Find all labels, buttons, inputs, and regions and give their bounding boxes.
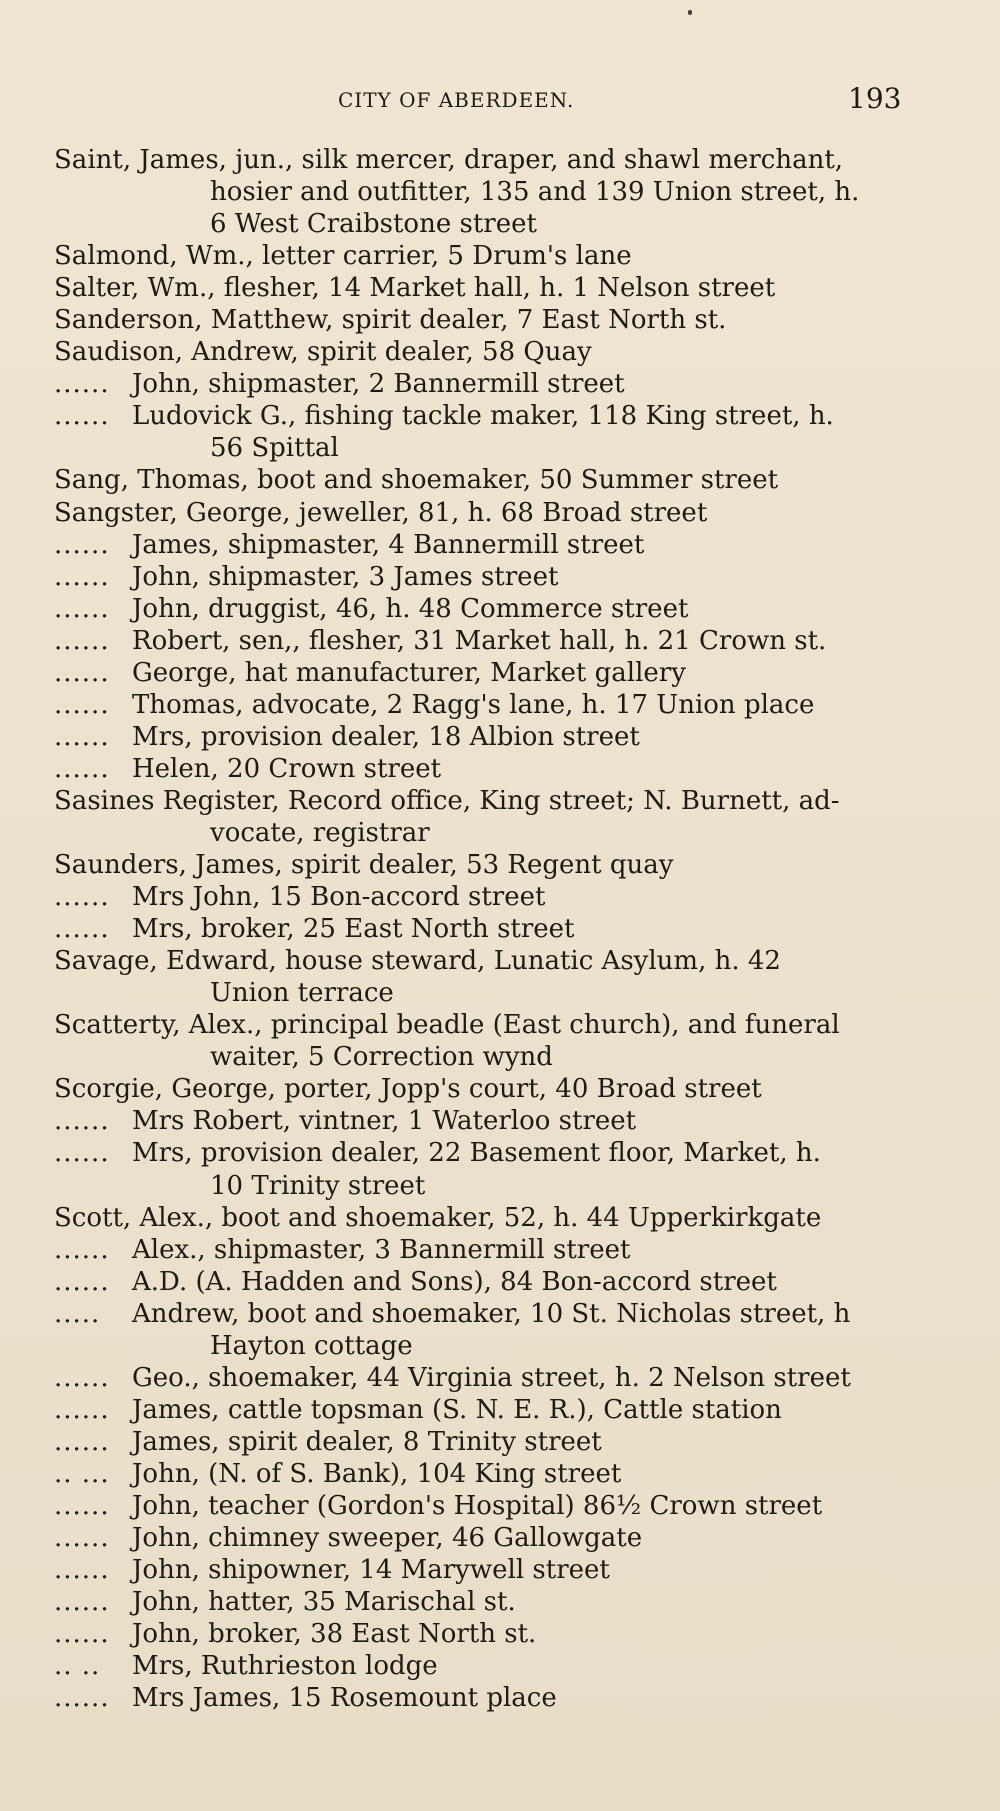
ditto-leader: ...... bbox=[54, 1138, 110, 1169]
entry-text: Scott, Alex., boot and shoemaker, 52, h. 44 Upperkirkgate bbox=[54, 1202, 822, 1233]
directory-entry bbox=[54, 336, 914, 368]
directory-sub-entry bbox=[54, 1522, 914, 1554]
ditto-leader: ...... bbox=[54, 593, 110, 624]
entry-continuation bbox=[54, 1170, 914, 1202]
ditto-leader: ...... bbox=[54, 625, 110, 656]
ditto-leader: .. .. bbox=[54, 1651, 101, 1682]
entry-text: James, spirit dealer, 8 Trinity street bbox=[132, 1426, 602, 1457]
entry-text: Mrs, broker, 25 East North street bbox=[132, 914, 575, 945]
ditto-leader: ...... bbox=[54, 753, 110, 784]
entry-text: waiter, 5 Correction wynd bbox=[210, 1042, 553, 1073]
running-title: CITY OF ABERDEEN. bbox=[338, 88, 575, 112]
ditto-leader: ...... bbox=[54, 914, 110, 945]
directory-sub-entry bbox=[54, 368, 914, 400]
entry-text: Salter, Wm., flesher, 14 Market hall, h. 1 Nelson street bbox=[54, 273, 776, 304]
entry-text: John, hatter, 35 Marischal st. bbox=[132, 1587, 516, 1618]
entry-text: Scorgie, George, porter, Jopp's court, 40 Broad street bbox=[54, 1074, 762, 1105]
entry-continuation bbox=[54, 208, 914, 240]
ditto-leader: ...... bbox=[54, 1234, 110, 1265]
ditto-leader: .. ... bbox=[54, 1458, 110, 1489]
entry-text: 56 Spittal bbox=[210, 433, 339, 464]
directory-sub-entry bbox=[54, 753, 914, 785]
entry-continuation bbox=[54, 1330, 914, 1362]
directory-sub-entry bbox=[54, 593, 914, 625]
entry-text: Hayton cottage bbox=[210, 1330, 413, 1361]
entry-text: Sasines Register, Record office, King street; N. Burnett, ad- bbox=[54, 785, 840, 816]
directory-sub-entry bbox=[54, 1266, 914, 1298]
entry-text: Mrs, Ruthrieston lodge bbox=[132, 1651, 438, 1682]
entry-text: John, shipmaster, 2 Bannermill street bbox=[132, 369, 625, 400]
ditto-leader: ...... bbox=[54, 1587, 110, 1618]
directory-sub-entry bbox=[54, 689, 914, 721]
entry-text: hosier and outfitter, 135 and 139 Union street, h. bbox=[210, 177, 860, 208]
entry-text: James, cattle topsman (S. N. E. R.), Cattle station bbox=[132, 1394, 782, 1425]
entry-continuation bbox=[54, 1041, 914, 1073]
entry-text: Sang, Thomas, boot and shoemaker, 50 Summer street bbox=[54, 465, 779, 496]
directory-sub-entry bbox=[54, 1426, 914, 1458]
ditto-leader: ...... bbox=[54, 689, 110, 720]
directory-entry bbox=[54, 1202, 914, 1234]
entry-text: Geo., shoemaker, 44 Virginia street, h. 2 Nelson street bbox=[132, 1362, 851, 1393]
directory-sub-entry bbox=[54, 1298, 914, 1330]
ditto-leader: ...... bbox=[54, 721, 110, 752]
ditto-leader: ...... bbox=[54, 1266, 110, 1297]
ditto-leader: ...... bbox=[54, 1362, 110, 1393]
page-number: 193 bbox=[848, 82, 902, 115]
entry-text: Sanderson, Matthew, spirit dealer, 7 East North st. bbox=[54, 305, 727, 336]
entry-text: Robert, sen,, flesher, 31 Market hall, h. 21 Crown st. bbox=[132, 625, 827, 656]
directory-sub-entry bbox=[54, 1137, 914, 1169]
ditto-leader: ...... bbox=[54, 1394, 110, 1425]
directory-sub-entry bbox=[54, 1105, 914, 1137]
entry-text: Saint, James, jun., silk mercer, draper, and shawl merchant, bbox=[54, 145, 844, 175]
ditto-leader: ...... bbox=[54, 1106, 110, 1137]
entry-text: Mrs, provision dealer, 22 Basement floor, Market, h. bbox=[132, 1138, 821, 1169]
directory-entry bbox=[54, 945, 914, 977]
directory-sub-entry bbox=[54, 561, 914, 593]
directory-entry bbox=[54, 849, 914, 881]
entry-text: John, (N. of S. Bank), 104 King street bbox=[132, 1458, 622, 1489]
directory-entry bbox=[54, 240, 914, 272]
entry-text: 6 West Craibstone street bbox=[210, 209, 537, 240]
entry-continuation bbox=[54, 977, 914, 1009]
directory-sub-entry bbox=[54, 1618, 914, 1650]
entry-continuation bbox=[54, 432, 914, 464]
directory-entry bbox=[54, 304, 914, 336]
entry-text: Mrs, provision dealer, 18 Albion street bbox=[132, 721, 640, 752]
entry-text: Savage, Edward, house steward, Lunatic Asylum, h. 42 bbox=[54, 946, 781, 977]
entry-text: John, broker, 38 East North st. bbox=[132, 1619, 537, 1650]
directory-sub-entry bbox=[54, 529, 914, 561]
entry-text: John, druggist, 46, h. 48 Commerce street bbox=[132, 593, 689, 624]
ditto-leader: ...... bbox=[54, 401, 110, 432]
ditto-leader: ...... bbox=[54, 657, 110, 688]
directory-sub-entry bbox=[54, 1362, 914, 1394]
entry-text: Andrew, boot and shoemaker, 10 St. Nicholas street, h bbox=[132, 1298, 851, 1329]
directory-entry bbox=[54, 497, 914, 529]
directory-entry bbox=[54, 272, 914, 304]
directory-entry bbox=[54, 785, 914, 817]
directory-sub-entry bbox=[54, 1458, 914, 1490]
entry-text: John, shipowner, 14 Marywell street bbox=[132, 1555, 610, 1586]
ditto-leader: ...... bbox=[54, 882, 110, 913]
directory-sub-entry bbox=[54, 881, 914, 913]
directory-sub-entry bbox=[54, 400, 914, 432]
ditto-leader: ..... bbox=[54, 1298, 101, 1329]
entry-text: James, shipmaster, 4 Bannermill street bbox=[132, 529, 645, 560]
entry-text: Saudison, Andrew, spirit dealer, 58 Quay bbox=[54, 337, 592, 368]
directory-sub-entry bbox=[54, 721, 914, 753]
directory-sub-entry bbox=[54, 657, 914, 689]
ditto-leader: ...... bbox=[54, 1683, 110, 1714]
entry-text: John, teacher (Gordon's Hospital) 86½ Crown street bbox=[132, 1490, 823, 1521]
entry-text: Mrs John, 15 Bon-accord street bbox=[132, 882, 546, 913]
directory-entries bbox=[54, 144, 914, 1714]
entry-text: Alex., shipmaster, 3 Bannermill street bbox=[132, 1234, 631, 1265]
entry-text: Mrs James, 15 Rosemount place bbox=[132, 1683, 557, 1714]
entry-text: Thomas, advocate, 2 Ragg's lane, h. 17 Union place bbox=[132, 689, 815, 720]
directory-entry bbox=[54, 464, 914, 496]
entry-text: George, hat manufacturer, Market gallery bbox=[132, 657, 686, 688]
directory-sub-entry bbox=[54, 1394, 914, 1426]
entry-text: John, shipmaster, 3 James street bbox=[132, 561, 559, 592]
ditto-leader: ...... bbox=[54, 1523, 110, 1554]
directory-sub-entry bbox=[54, 913, 914, 945]
directory-entry bbox=[54, 144, 914, 176]
ditto-leader: ...... bbox=[54, 529, 110, 560]
entry-text: A.D. (A. Hadden and Sons), 84 Bon-accord street bbox=[132, 1266, 777, 1297]
directory-sub-entry bbox=[54, 1682, 914, 1714]
entry-text: John, chimney sweeper, 46 Gallowgate bbox=[132, 1523, 643, 1554]
entry-text: Mrs Robert, vintner, 1 Waterloo street bbox=[132, 1106, 637, 1137]
entry-continuation bbox=[54, 176, 914, 208]
directory-sub-entry bbox=[54, 625, 914, 657]
directory-sub-entry bbox=[54, 1490, 914, 1522]
entry-text: Salmond, Wm., letter carrier, 5 Drum's lane bbox=[54, 241, 632, 272]
directory-sub-entry bbox=[54, 1586, 914, 1618]
entry-text: vocate, registrar bbox=[210, 817, 430, 848]
directory-entry bbox=[54, 1073, 914, 1105]
ditto-leader: ...... bbox=[54, 561, 110, 592]
directory-sub-entry bbox=[54, 1554, 914, 1586]
entry-text: Helen, 20 Crown street bbox=[132, 753, 442, 784]
ditto-leader: ...... bbox=[54, 369, 110, 400]
ink-speck bbox=[688, 10, 692, 15]
directory-sub-entry bbox=[54, 1234, 914, 1266]
ditto-leader: ...... bbox=[54, 1619, 110, 1650]
entry-text: Ludovick G., fishing tackle maker, 118 King street, h. bbox=[132, 401, 834, 432]
entry-text: Saunders, James, spirit dealer, 53 Regent quay bbox=[54, 850, 674, 881]
page-header bbox=[0, 82, 1000, 122]
entry-continuation bbox=[54, 817, 914, 849]
directory-sub-entry bbox=[54, 1650, 914, 1682]
entry-text: Sangster, George, jeweller, 81, h. 68 Broad street bbox=[54, 497, 708, 528]
ditto-leader: ...... bbox=[54, 1555, 110, 1586]
ditto-leader: ...... bbox=[54, 1426, 110, 1457]
entry-text: Union terrace bbox=[210, 978, 394, 1009]
directory-entry bbox=[54, 1009, 914, 1041]
ditto-leader: ...... bbox=[54, 1490, 110, 1521]
entry-text: 10 Trinity street bbox=[210, 1170, 426, 1201]
entry-text: Scatterty, Alex., principal beadle (East church), and funeral bbox=[54, 1010, 840, 1041]
